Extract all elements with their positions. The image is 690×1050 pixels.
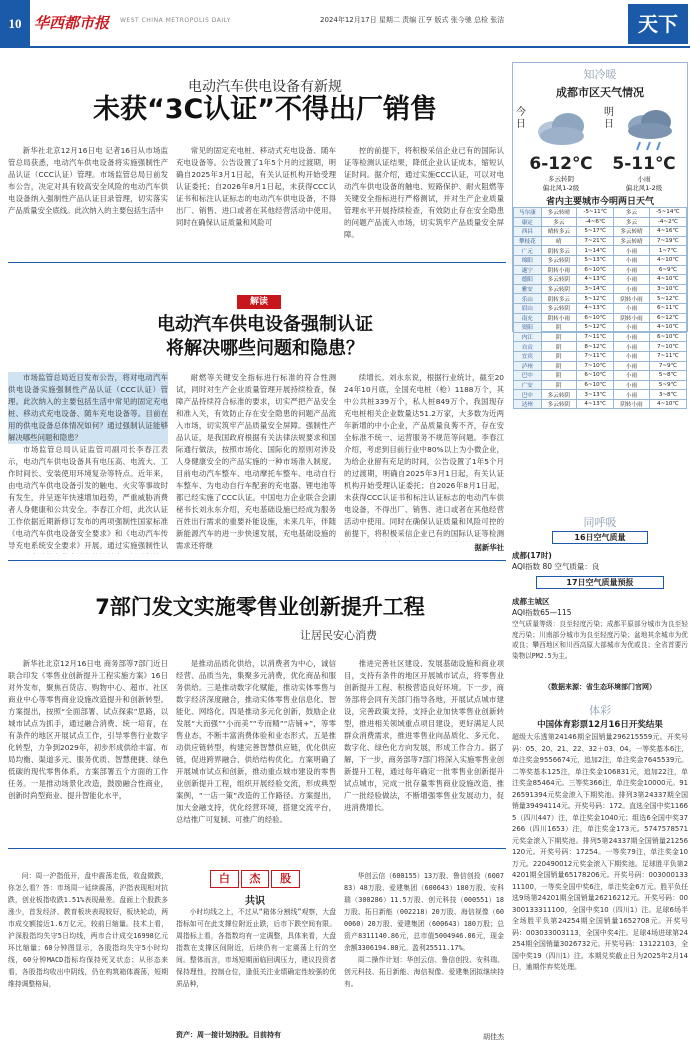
weather-cell: 6~10℃ (577, 380, 614, 390)
weather-cell: 小雨 (614, 255, 649, 265)
weather-cell: 4~16℃ (649, 227, 686, 237)
weather-table-row (514, 236, 687, 246)
stock-column-tag (210, 870, 300, 888)
stock-column-1 (8, 870, 168, 1040)
weather-cell: 多云转阴 (541, 399, 576, 409)
stock-tag-char: 白 (210, 870, 239, 888)
city-name: 绵阳 (514, 255, 542, 265)
article3-column-2 (176, 658, 336, 838)
city-name: 西昌 (514, 227, 542, 237)
weather-cell: 7~11℃ (577, 332, 614, 342)
interpretation-tag: 解读 (237, 295, 281, 309)
weather-cell: 3~14℃ (577, 284, 614, 294)
weather-cell: 阴转小雨 (614, 399, 649, 409)
weather-cell: 阴转多云 (541, 294, 576, 304)
weather-cell: 8~12℃ (577, 342, 614, 352)
weather-cell: 小雨 (614, 380, 649, 390)
article1-column-2 (176, 145, 336, 255)
weather-table-row (514, 332, 687, 342)
divider (8, 848, 506, 849)
air-quality-tag: 同呼吸 (583, 516, 617, 529)
weather-cell: 多云转晴 (614, 236, 649, 246)
weather-cell: 多云转阴 (541, 284, 576, 294)
stock-col3-plan: 周二操作计划：华创云信、鲁信创投、安科瑞、创元科技、拓日新能、海信视像、爱建集团拟继续持有。 (344, 956, 504, 988)
article2-headline-line2: 将解决哪些问题和隐患？ (166, 338, 364, 359)
weather-cell: 6~10℃ (649, 332, 686, 342)
weather-table-row (514, 217, 687, 227)
issue-info (320, 15, 504, 25)
article1-column-3 (344, 145, 504, 255)
article1-col2-text: 常见的固定充电桩、移动式充电设备、随车充电设备等。公告设置了1年5个月的过渡期，明确自2025年3月1日起，有关认证机构开始受理认证委托；自2026年8月1日起，未获得CCC认证书和标注认证标志的电动汽车供电设备，不得出厂、销售、进口或者在其他经营活动中使用。同时在确保认证质量和风险可 (176, 146, 336, 227)
article2-credit: 据新华社 (474, 543, 504, 552)
weather-cell: 小雨 (614, 323, 649, 333)
newspaper-logo-english: WEST CHINA METROPOLIS DAILY (120, 17, 231, 24)
weather-table-row (514, 342, 687, 352)
article2-col3-text: 续增长。刘永东说，根据行业统计，截至2024年10月底，全国充电桩（枪）1188万个，其中公共桩339万个，私人桩849万个。我国现存充电桩相关企业数量达51.2万家，大多数为近两年新增的中小企业，产品质量良莠不齐，存在安全标准不统一、运营服务不规范等问题。李春江介绍，考虑到目前行业中80%以上为小微企业，为给企业留有充足的时间，公告设置了1年5个月的过渡期，明确自2025年3月1日起，有关认证机构开始受理认证委托；自2026年8月1日起，未获得CCC认证书和标注认证标志的电动汽车供电设备，不得出厂、销售、进口或者在其他经营活动中使用。同时在确保认证质量和风险可控的前提下，将积极采信企业已有的国际认证等检测 (344, 373, 504, 538)
editor-credits: 责编 江亨 版式 张今驰 总检 张洁 (402, 16, 505, 24)
weather-cell: 6~10℃ (577, 371, 614, 381)
weather-cell: 多云转阴 (541, 255, 576, 265)
stock-column-3 (344, 870, 504, 1030)
stock-col2-tail: 资产：周一接计划持股。目前持有 (176, 1031, 281, 1039)
weather-cell: 阴 (541, 323, 576, 333)
weather-cell: 3~13℃ (577, 390, 614, 400)
article3-col3-text: 推进完善社区建设、发展基础设施和商业项目，支持有条件的地区开展城市试点，将零售业创新提升工程、积极营造良好环境。下一步，商务部将会同有关部门指导各地，开展试点城市建设，完善政策支持，支持企业加快零售业创新转型，推进相关领域重点项目建设，更好满足人民群众消费需求，推进零售业向品质化、多元化、数字化、绿色化方向发展，形成工作合力。据了解，下一步，商务部等7部门将深入实施零售业创新提升工程，通过每年确定一批零售业创新提升试点城市，完成一批存量零售商业设施改造、推广一批经验做法，不断增强零售业发展动力，促进消费增长。 (344, 659, 504, 812)
weather-cell: 小雨 (614, 275, 649, 285)
weather-cell: 5~8℃ (649, 371, 686, 381)
weather-cell: 多云转晴 (614, 227, 649, 237)
weather-cell: 1~7℃ (649, 246, 686, 256)
air-forecast-text: 空气质量等级：良至轻度污染；成都平原部分城市为良至轻度污染；川南部分城市为良至轻度污染；盆地其余城市为优或良；攀西地区和川西高原大部城市为优或良；全省首要污染物以PM2.5为主。 (512, 620, 688, 660)
weather-table-row (514, 246, 687, 256)
tomorrow-temperature: 5-11℃ (612, 154, 676, 174)
weather-cell: 多云转阴 (541, 390, 576, 400)
weather-cell: 7~10℃ (577, 361, 614, 371)
province-weather-table (513, 207, 687, 409)
today-description: 多云转阴 (548, 175, 574, 183)
weather-cell: 4~10℃ (649, 323, 686, 333)
weather-cell: 小雨 (614, 361, 649, 371)
divider (8, 262, 506, 263)
newspaper-logo: 华西都市报 (34, 14, 110, 32)
weather-cell: 5~17℃ (577, 227, 614, 237)
stock-tag-char: 杰 (241, 870, 270, 888)
weather-table-row (514, 390, 687, 400)
weather-cell: 阴 (541, 380, 576, 390)
stock-heading: 共识 (245, 896, 265, 907)
weather-cell: 7~21℃ (577, 236, 614, 246)
weather-cell: 晴转多云 (541, 227, 576, 237)
city-name: 乐山 (514, 294, 542, 304)
city-name: 马尔康 (514, 208, 542, 218)
weather-cell: 阴 (541, 361, 576, 371)
weather-cell: 多云转阴 (541, 303, 576, 313)
stock-author: 胡佳杰 (483, 1033, 504, 1041)
weather-cell: 阴 (541, 332, 576, 342)
page-number: 10 (0, 0, 30, 48)
weather-cell: 多云 (541, 217, 576, 227)
weather-cell: -4~2℃ (649, 217, 686, 227)
weather-table-row (514, 351, 687, 361)
article2-headline-line1: 电动汽车供电设备强制认证 (157, 314, 373, 335)
weather-table-row (514, 313, 687, 323)
province-weather-title: 省内主要城市今明两日天气 (545, 197, 654, 207)
weather-cell: 小雨 (614, 332, 649, 342)
article1-col1-text: 新华社北京12月16日电 记者16日从市场监管总局获悉，电动汽车供电设备将实施强制性产品认证（CCC认证）管理。市场监管总局日前发布公告，决定对具有较高安全风险的电动汽车供电设备纳入强制性产品认证目录管理，切实落实产品质量安全底线。此次纳入的主要包括生活中 (8, 146, 168, 215)
weather-cell: 5~12℃ (577, 323, 614, 333)
city-name: 雅安 (514, 284, 542, 294)
article2-intro-text: 市场监管总局近日发布公告，将对电动汽车供电设备实施强制性产品认证（CCC认证）管理。此次纳入的主要包括生活中常见的固定充电桩、移动式充电设备、随车充电设备等。目前在用的供电设备总体情况如何？通过强制认证能够解决哪些问题和隐患？ (8, 373, 168, 442)
weather-cell: 阴 (541, 342, 576, 352)
weather-table-row (514, 265, 687, 275)
weather-table-row (514, 255, 687, 265)
weather-cell: 5~12℃ (577, 294, 614, 304)
weather-cell: 6~12℃ (649, 313, 686, 323)
weather-cell: 小雨 (614, 246, 649, 256)
weather-table-row (514, 275, 687, 285)
today-wind: 偏北风1-2级 (542, 184, 580, 192)
air-quality-city: 成都(17时) (512, 551, 552, 560)
weather-cell: 3~10℃ (649, 284, 686, 294)
stock-col1-text: 问：周一沪指低开，盘中震荡走低，收盘微跌，你怎么看？答：市场周一延续震荡，沪指表现相对抗跌，创业板指收跌1.51%表现最差。盘面上个股跌多涨少，首发经济、教育板块表现较好，板块轮动，两市成交额接近1.6万亿元，较前日缩量。技术上看，沪深股指均失守5日均线，两市合计成交16998亿元环比缩量；60分钟图显示，各股指均失守5小时均线，60分钟MACD指标均保持死叉状态；从形态来看，各股指均收出中阴线，仍在构筑箱体震荡，短期维持调整格局， (8, 872, 168, 988)
weather-cell: 阴 (541, 351, 576, 361)
air-data-source: （数据来源：省生态环境部门官网） (544, 683, 656, 691)
weather-cell: 7~10℃ (649, 342, 686, 352)
light-rain-icon (622, 104, 678, 152)
weather-cell: 4~10℃ (649, 275, 686, 285)
weather-cell: 阴转小雨 (541, 265, 576, 275)
weather-cell: 5~13℃ (577, 255, 614, 265)
article1-column-1 (8, 145, 168, 255)
weather-table-row (514, 208, 687, 218)
weather-cell: 晴 (541, 236, 576, 246)
city-name: 达州 (514, 399, 542, 409)
article3-column-3 (344, 658, 504, 838)
weather-cell: 7~11℃ (577, 351, 614, 361)
weather-cell: 4~13℃ (577, 275, 614, 285)
weather-cell: -4~6℃ (577, 217, 614, 227)
city-name: 巴中 (514, 390, 542, 400)
article2-column-1 (8, 372, 168, 554)
weather-cell: 小雨 (614, 371, 649, 381)
city-name: 巴中 (514, 371, 542, 381)
article1-col3-text: 控的前提下，将积极采信企业已有的国际认证等检测认证结果，降低企业认证成本，缩短认证时间。据介绍，通过实施CCC认证，可以对电动汽车供电设备的触电、短路保护、耐火阻燃等关键安全指标进行严格测试，并对生产企业质量管理水平开展持续检查，有效防止存在安全隐患的问题产品流入市场，切实筑牢产品质量安全屏障。 (344, 146, 504, 239)
weather-table-row (514, 399, 687, 409)
page-header (0, 0, 690, 48)
weather-tag: 知冷暖 (583, 68, 617, 81)
weather-cell: 小雨 (614, 265, 649, 275)
tomorrow-label: 明日 (604, 107, 614, 130)
weather-title: 成都市区天气情况 (556, 86, 644, 99)
weather-cell: 阴转小雨 (541, 313, 576, 323)
article1-kicker: 电动汽车供电设备有新规 (188, 79, 342, 95)
weather-cell: 小雨 (614, 342, 649, 352)
weather-cell: 多云转晴 (541, 208, 576, 218)
article3-col2-text: 是推动品质化供给，以消费者为中心，诚信经营、品质当先，集聚多元消费，优化商品和服务供给。三是推动数字化赋能，推动实体零售与数字经济深度融合，推动实体零售业信息化、智能化、网络化。四是推动多元化创新，鼓励企业发展“大而强”“小而美”“专而精”“店铺+”，等零售业态，不断丰富消费体验和业态形式。五是推动供应链转型，构建完善智慧供应链，优化供应链，促进跨界融合、供给结构优化。方案明确了开展城市试点和创新，推动重点城市建设的零售业创新提升工程，组织开展经验交流，形成典型案例，“一店一策”改造的工作路径。方案提出，加大金融支持，优化经营环境，搭建交流平台，总结推广可复制、可推广的经验。 (176, 659, 336, 824)
lottery-tag: 体彩 (589, 704, 611, 717)
article1-headline: 未获“3C认证”不得出厂销售 (92, 94, 438, 125)
weather-table-row (514, 371, 687, 381)
weather-cell: 小雨 (614, 303, 649, 313)
weather-cell: 阴 (541, 371, 576, 381)
weather-cell: 小雨 (614, 351, 649, 361)
city-name: 内江 (514, 332, 542, 342)
air-forecast-city: 成都主城区 (512, 597, 550, 606)
weather-cell: 多云 (614, 217, 649, 227)
weather-table-row (514, 227, 687, 237)
article2-col1-text: 市场监管总局认证监管司副司长李春江表示，电动汽车供电设备具有电压高、电流大、工作时间长、安装使用环境复杂等特点。近年来，由电动汽车供电设备引发的触电、火灾等事故时有发生，并呈逐年快速增加趋势，严重威胁消费者人身健康和公共安全。李春江介绍，此次认证工作依据近期新修订发布的两项强制性国家标准《电动汽车供电设备安全要求》和《电动汽车传导充电系统安全要求》开展。通过实施强制性认 (8, 445, 168, 550)
city-name: 遂宁 (514, 265, 542, 275)
weather-cell: 多云转阴 (541, 275, 576, 285)
weather-cell: 阴转小雨 (614, 294, 649, 304)
weather-cell: 6~9℃ (649, 265, 686, 275)
stock-column-2 (176, 906, 336, 1028)
divider (8, 560, 506, 561)
weather-table-row (514, 284, 687, 294)
weather-cell: 7~11℃ (649, 351, 686, 361)
weather-table-row (514, 294, 687, 304)
article2-column-2 (176, 372, 336, 554)
stock-tag-char: 股 (271, 870, 300, 888)
cloudy-icon (534, 104, 590, 152)
today-label: 今日 (516, 107, 526, 130)
lottery-results-text: 超级大乐透第24146期全国销量296215559元。开奖号码：05、20、21、22、32＋03、04。一等奖基本6注，单注奖金9556674元，追加2注，单注奖金7645539元。二等奖基本125注，单注奖金106831元，追加22注，单注奖金85464元。三等奖366注，单注奖金10000元。9126591394元奖金滚入下期奖池。排列3第24337期全国销量39494114元。开奖号码：172。直选全国中奖11665（四川447）注，单注奖金1040元；组选6全国中奖37266（四川1653）注，单注奖金173元。5747578571元奖金滚入下期奖池。排列5第24337期全国销量21256120元。开奖号码：17254。一等奖79注，单注奖金10万元。220490012元奖金滚入下期奖池。足球胜平负第24201期全国销量65178206元。开奖号码：00300013311100，一等奖全国中奖6注，单注奖金6万元。胜平负任选9场第24201期全国销量26216212元。开奖号码：00300133311100，全国中奖10（四川1）注。足球6场半全场胜平负第24254期全国销量1652708元。开奖号码：003033003113，全国中奖4注。足球4场进球第24254期全国销量3026732元。开奖号码：13122103，全国中奖19（四川1）注。本期兑奖截止日为2025年2月14日，逾期作弃奖处理。 (512, 733, 688, 971)
city-name: 自贡 (514, 342, 542, 352)
weather-table-row (514, 303, 687, 313)
weather-cell: 6~10℃ (577, 313, 614, 323)
air-forecast-title: 17日空气质量预报 (536, 576, 664, 589)
sidebar (512, 62, 688, 1028)
weather-cell: 小雨 (614, 284, 649, 294)
article3-column-1 (8, 658, 168, 838)
air-quality-title: 16日空气质量 (552, 531, 648, 544)
today-temperature: 6-12℃ (529, 154, 593, 174)
air-quality-index: AQI指数 80 空气质量：良 (512, 562, 600, 571)
article3-subtitle: 让居民安心消费 (300, 629, 377, 642)
weather-cell: 小雨 (614, 390, 649, 400)
weather-table-row (514, 361, 687, 371)
city-name: 广安 (514, 380, 542, 390)
article3-col1-text: 新华社北京12月16日电 商务部等7部门近日联合印发《零售业创新提升工程实施方案》16日对外发布，聚焦百货店、购物中心、超市、社区商业中心等零售商业设施改造提升和创新转型。方案提出，按照“全面部署、试点探索”思路，以城市试点为抓手，通过融合消费、统一培育，在有条件的地区开展试点工作，引导零售行业数字化转型，力争到2029年，初步形成供给丰富、布局均衡、渠道多元、服务优质、智慧便捷、绿色低碳的现代零售体系。方案部署五个方面的工作任务。一是推动场景化改造，鼓励融合性商业，创新时尚型商业、提升智能化水平， (8, 659, 168, 800)
city-name: 广元 (514, 246, 542, 256)
stock-col2-text: 小时均线之上，不过从“箱体分割线”观察，大盘指标如可在此支撑位附近止跌，后市下跌空间有限。周指标上看，各指数均有一定调整，具体来看，大盘指数在支撑区间附近，后续仍有一定震荡上行的空间。整体而言，市场短期面临回调压力，建议投资者保持理性，控制仓位，逢低关注业绩确定性较强的优质品种， (176, 908, 336, 988)
weather-cell: 1~14℃ (577, 246, 614, 256)
lottery-title: 中国体育彩票12月16日开奖结果 (537, 720, 663, 730)
weather-cell: 4~10℃ (649, 399, 686, 409)
tomorrow-description: 小雨 (637, 175, 651, 183)
weather-cell: 5~12℃ (649, 294, 686, 304)
stock-col3-text: 华创云信（600155）13万股、鲁信创投（600783）48万股、爱建集团（600643）180万股、安科瑞（300286）11.5万股、创元科技（000551）18万股、拓日新能（002218）20万股、海信视像（600060）20万股、爱建集团（600643）180万股；总资产8311140.86元，总市值5004946.06元，现金余额3306194.80元。盈利25511.17%。 (344, 872, 504, 952)
city-name: 宜宾 (514, 351, 542, 361)
section-label: 天下 (628, 4, 688, 44)
air-forecast-aqi: AQI指数65—115 (512, 608, 572, 617)
city-name: 资阳 (514, 323, 542, 333)
city-name: 南充 (514, 313, 542, 323)
weather-cell: 7~9℃ (649, 361, 686, 371)
article3-headline: 7部门发文实施零售业创新提升工程 (95, 595, 425, 619)
city-name: 德阳 (514, 275, 542, 285)
city-name: 泸州 (514, 361, 542, 371)
issue-date: 2024年12月17日 星期二 (320, 16, 400, 24)
weather-cell: 4~13℃ (577, 303, 614, 313)
weather-cell: 5~9℃ (649, 380, 686, 390)
city-name: 康定 (514, 217, 542, 227)
weather-cell: 4~10℃ (649, 255, 686, 265)
weather-cell: 6~11℃ (649, 303, 686, 313)
weather-table-row (514, 323, 687, 333)
weather-cell: 7~19℃ (649, 236, 686, 246)
tomorrow-wind: 偏北风1-2级 (625, 184, 663, 192)
article2-col2-text: 耐燃等关键安全指标进行标准的符合性测试，同时对生产企业质量管理开展持续检查，保障产品持续符合标准的要求，切实严把产品安全和准入关，有效防止存在安全隐患的问题产品流入市场，切实筑牢产品质量安全屏障。强制性产品认证，是我国政府根据有关法律法规要求和国际通行做法，按照市场化、国际化的原则对涉及人身健康安全的产品实施的一种市场准入制度。目前电动汽车整车、电动摩托车整车、电动自行车整车、为电动自行车配套的充电器、锂电池等都已经实施了CCC认证。中国电力企业联合会副秘书长刘永东介绍，充电基础设施已经成为服务百姓出行需求的重要补能设施，未来几年，伴随新能源汽车的进一步快速发展，充电基础设施的需求还将继 (176, 373, 336, 550)
weather-cell: -5~14℃ (649, 208, 686, 218)
city-name: 眉山 (514, 303, 542, 313)
weather-cell: -5~11℃ (577, 208, 614, 218)
weather-cell: 3~8℃ (649, 390, 686, 400)
article2-column-3 (344, 372, 504, 542)
weather-cell: 4~13℃ (577, 399, 614, 409)
weather-cell: 阴转多云 (541, 246, 576, 256)
weather-table-row (514, 380, 687, 390)
weather-cell: 阴转小雨 (614, 313, 649, 323)
weather-cell: 6~10℃ (577, 265, 614, 275)
city-name: 攀枝花 (514, 236, 542, 246)
weather-cell: 多云 (614, 208, 649, 218)
